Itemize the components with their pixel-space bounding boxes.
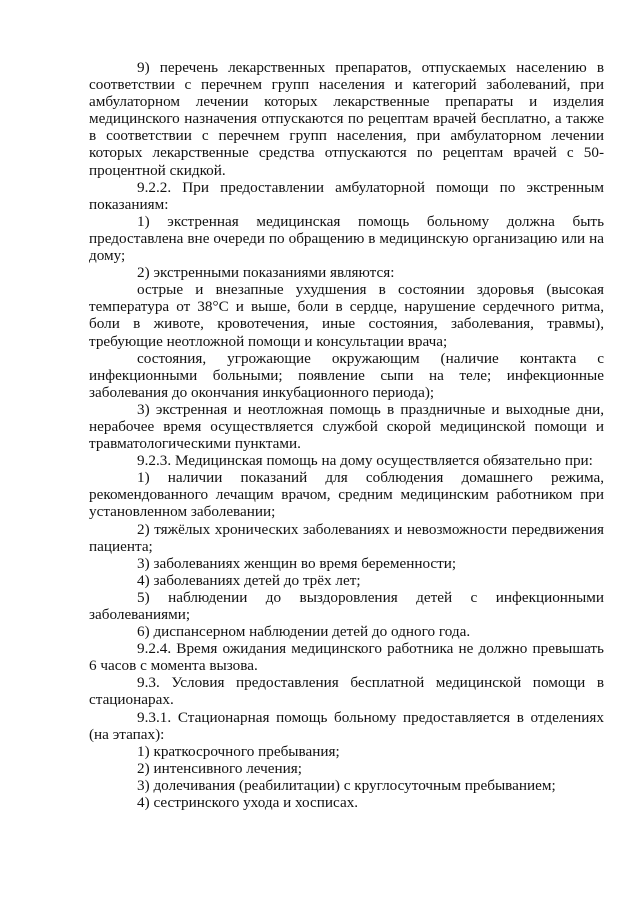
paragraph-9-2-2-heading: 9.2.2. При предоставлении амбулаторной помощи по экстренным показаниям: (89, 178, 604, 213)
paragraph-rehabilitation: 3) долечивания (реабилитации) с круглосуточным пребыванием; (137, 776, 556, 794)
paragraph-9-3-1-heading: 9.3.1. Стационарная помощь больному предоставляется в отделениях (на этапах): (89, 708, 604, 743)
paragraph-chronic-diseases: 2) тяжёлых хронических заболеваниях и невозможности передвижения пациента; (89, 520, 604, 555)
paragraph-intensive-care: 2) интенсивного лечения; (137, 759, 302, 777)
paragraph-infant-observation: 6) диспансерном наблюдении детей до одного года. (137, 623, 471, 641)
paragraph-pregnancy: 3) заболеваниях женщин во время беременности; (137, 554, 457, 572)
paragraph-threatening-conditions: состояния, угрожающие окружающим (наличие контакта с инфекционными больными; появление сыпи на теле; инфекционные заболевания до окончания инкубационного периода); (89, 349, 604, 401)
paragraph-holiday-care: 3) экстренная и неотложная помощь в праздничные и выходные дни, нерабочее время осуществляется службой скорой медицинской помощи и травматологическими пунктами. (89, 400, 604, 453)
document-body (89, 59, 604, 811)
paragraph-item-9-drug-list: 9) перечень лекарственных препаратов, отпускаемых населению в соответствии с перечнем групп населения и категорий заболеваний, при амбулаторном лечении которых лекарственные препараты и изделия медицинского назначения отпускаются по рецептам врачей бесплатно, а также в соответствии с перечнем групп населения, при амбулаторном лечении которых лекарственные средства отпускаются по рецептам врачей с 50-процентной скидкой. (89, 59, 604, 179)
paragraph-9-2-4-waiting-time: 9.2.4. Время ожидания медицинского работника не должно превышать 6 часов с момента вызова. (89, 640, 604, 675)
paragraph-short-stay: 1) краткосрочного пребывания; (137, 742, 340, 760)
paragraph-infectious-children: 5) наблюдении до выздоровления детей с инфекционными заболеваниями; (89, 588, 604, 623)
paragraph-emergency-indications: 2) экстренными показаниями являются: (137, 264, 395, 282)
paragraph-children-under-three: 4) заболеваниях детей до трёх лет; (137, 571, 361, 589)
paragraph-emergency-care: 1) экстренная медицинская помощь больному должна быть предоставлена вне очереди по обращению в медицинскую организацию или на дому; (89, 212, 604, 265)
paragraph-home-regime: 1) наличии показаний для соблюдения домашнего режима, рекомендованного лечащим врачом, средним медицинским работником при установленном заболевании; (89, 469, 604, 521)
paragraph-nursing-hospice: 4) сестринского ухода и хосписах. (137, 794, 359, 812)
paragraph-9-3-heading: 9.3. Условия предоставления бесплатной медицинской помощи в стационарах. (89, 674, 604, 709)
paragraph-acute-conditions: острые и внезапные ухудшения в состоянии здоровья (высокая температура от 38°С и выше, боли в сердце, нарушение сердечного ритма, боли в животе, кровотечения, иные состояния, заболевания, травмы), требующие неотложной помощи и консультации врача; (89, 281, 604, 350)
paragraph-9-2-3-heading: 9.2.3. Медицинская помощь на дому осуществляется обязательно при: (137, 452, 593, 470)
